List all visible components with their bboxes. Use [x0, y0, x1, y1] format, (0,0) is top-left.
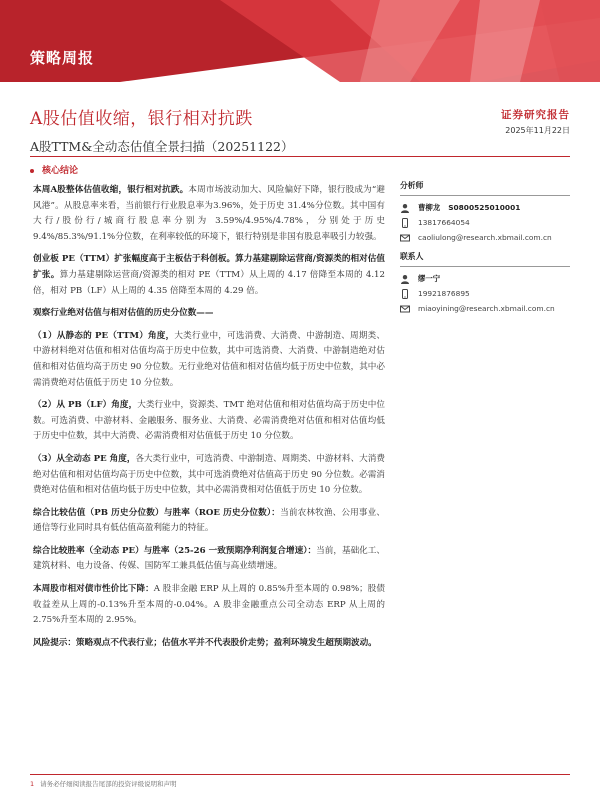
- contact-phone: 19921876895: [418, 289, 470, 298]
- phone-icon: [400, 218, 410, 228]
- paragraph-lead: 综合比较估值（PB 历史分位数）与胜率（ROE 历史分位数）：: [33, 507, 281, 518]
- paragraph-body: 大类行业中，资源类、TMT 绝对估值和相对估值均高于历史中位数。可选消费、中游材料、金融服务、服务业、大消费、必需消费绝对估值和相对估值均低于历史中位数，其中大消费、必需消费相对估值低于历史 10 分位数。: [33, 400, 385, 442]
- email-icon: [400, 304, 410, 314]
- analyst-cert: S0800525010001: [448, 203, 521, 212]
- paragraph-body: A 股非金融 ERP 从上周的 0.85%升至本周的 0.98%；股债收益差从上周的-0.13%升至本周的-0.04%。A 股非金融重点公司全动态 ERP 从上周的 2.75%升至本周的 2.95%。: [33, 584, 385, 626]
- contact-name-row: [400, 271, 570, 286]
- footer-disclaimer: 请务必仔细阅读报告尾部的投资评级说明和声明: [40, 780, 177, 788]
- analyst-email[interactable]: caoliulong@research.xbmail.com.cn: [418, 233, 552, 242]
- paragraph-body: 本周市场波动加大、风险偏好下降，银行股成为“避风港”。从股息率来看，当前银行行业股息率为3.96%，处于历史 31.4%分位数。其中国有大行/股份行/城商行股息率分别为 3.59%/4.95%/4.78%，分别处于历史 9.4%/85.3%/91.1%分位数，在利率较低的环境下，银行特别是非国有股息率吸引力较强。: [33, 185, 385, 242]
- person-icon: [400, 274, 410, 284]
- phone-icon: [400, 289, 410, 299]
- contact-email-row: [400, 301, 570, 316]
- report-category: 策略周报: [30, 49, 95, 67]
- contact-name: 缪一宁: [418, 274, 441, 283]
- section-heading-text: 核心结论: [42, 166, 79, 176]
- report-date: 2025年11月22日: [505, 126, 570, 135]
- analyst-heading: 分析师: [400, 181, 424, 190]
- paragraph: [33, 252, 385, 299]
- paragraph-lead: （1）从静态的 PE（TTM）角度，: [33, 330, 175, 341]
- paragraph-lead: 观察行业绝对估值与相对估值的历史分位数——: [33, 308, 214, 319]
- bullet-icon: [30, 169, 34, 173]
- paragraph: [33, 183, 385, 245]
- paragraph-body: 各大类行业中，可选消费、中游制造、周期类、中游材料、大消费绝对估值和相对估值均高于历史中位数，其中可选消费绝对估值高于历史 90 分位数。必需消费绝对估值和相对估值均低于历史中位数，其中必需消费相对估值低于历史 10 分位数。: [33, 453, 385, 496]
- email-icon: [400, 233, 410, 243]
- footer-divider: [30, 774, 570, 775]
- paragraph-body: 大类行业中，可选消费、大消费、中游制造、周期类、中游材料绝对估值和相对估值均高于历史中位数，其中可选消费、大消费、中游制造绝对估值和相对估值均高于历史 90 分位数。无行业绝对估值和相对估值均低于历史中位数，其中必需消费绝对估值低于历史 10 分位数。: [33, 330, 385, 388]
- paragraph-body: 当前农林牧渔、公用事业、通信等行业同时具有低估值高盈利能力的特征。: [33, 507, 385, 534]
- title-divider: [30, 156, 570, 157]
- analyst-name: 曹柳龙: [418, 203, 441, 212]
- paragraph-lead: 创业板 PE（TTM）扩张幅度高于主板估于科创板。算力基建剔除运营商/资源类的相对估值扩张。: [33, 254, 386, 280]
- header-band: [0, 0, 600, 82]
- contact-email[interactable]: miaoyining@research.xbmail.com.cn: [418, 304, 555, 313]
- page-subtitle: A股TTM&全动态估值全景扫描（20251122）: [30, 139, 294, 154]
- paragraph: [33, 329, 385, 391]
- page-footer: [30, 779, 177, 788]
- main-content: [33, 183, 385, 658]
- analyst-phone-row: [400, 215, 570, 230]
- paragraph: [33, 506, 385, 537]
- risk-warning: [33, 636, 385, 652]
- paragraph: [33, 452, 385, 499]
- paragraph-lead: （3）从全动态 PE 角度，: [33, 453, 136, 464]
- sidebar-divider: [400, 266, 570, 267]
- header-decoration: [0, 0, 600, 82]
- paragraph-body: 当前，基础化工、建筑材料、电力设备、传媒、国防军工兼具低估值与高业绩增速。: [33, 545, 385, 572]
- paragraph: [33, 306, 385, 322]
- paragraph: [33, 582, 385, 629]
- paragraph-lead: （2）从 PB（LF）角度，: [33, 400, 138, 411]
- page-number: 1: [30, 780, 35, 788]
- paragraph: [33, 398, 385, 445]
- paragraph-body: 算力基建剔除运营商/资源类的相对 PE（TTM）从上周的 4.17 倍降至本周的 4.12 倍，相对 PB（LF）从上周的 4.35 倍降至本周的 4.29 倍。: [33, 269, 385, 296]
- paragraph-lead: 本周A股整体估值收缩，银行相对抗跌。: [33, 185, 189, 195]
- sidebar-divider: [400, 195, 570, 196]
- paragraph: [33, 544, 385, 575]
- analyst-name-row: [400, 200, 570, 215]
- author-sidebar: [400, 178, 570, 316]
- contact-heading: 联系人: [400, 252, 424, 261]
- contact-phone-row: [400, 286, 570, 301]
- paragraph-lead: 综合比较胜率（全动态 PE）与胜率（25-26 一致预期净利润复合增速）：: [33, 545, 317, 556]
- analyst-phone: 13817664054: [418, 218, 470, 227]
- report-type: 证券研究报告: [501, 109, 570, 121]
- person-icon: [400, 203, 410, 213]
- section-heading: [30, 163, 78, 176]
- paragraph-lead: 本周股市相对债市性价比下降：: [33, 584, 154, 595]
- page-title: A股估值收缩，银行相对抗跌: [30, 109, 253, 129]
- analyst-email-row: [400, 230, 570, 245]
- paragraph-lead: 风险提示：策略观点不代表行业；估值水平并不代表股价走势；盈利环境发生超预期波动。: [33, 637, 377, 648]
